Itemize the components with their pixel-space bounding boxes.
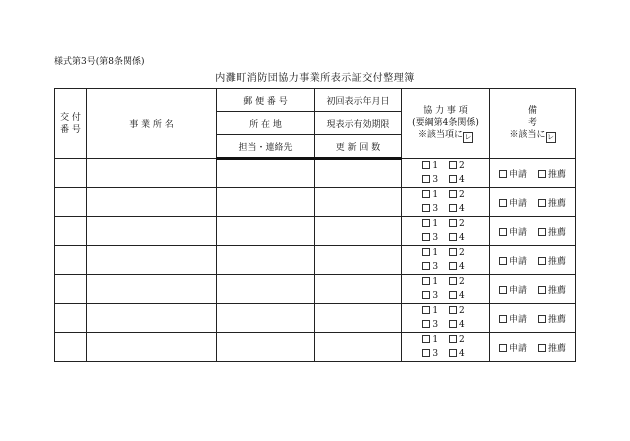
- checkbox-icon: [449, 349, 457, 357]
- cell-dates[interactable]: [315, 333, 402, 362]
- checkbox-icon: [422, 190, 430, 198]
- checkbox-icon: [499, 344, 507, 352]
- header-validity: 現表示有効期限: [315, 112, 402, 135]
- recommend-option[interactable]: 推薦: [538, 196, 566, 209]
- register-table: [54, 88, 576, 362]
- coop-option-2[interactable]: 2: [449, 335, 465, 345]
- coop-option-3[interactable]: 3: [422, 175, 438, 185]
- coop-option-4[interactable]: 4: [449, 320, 465, 330]
- recommend-option[interactable]: 推薦: [538, 167, 566, 180]
- checkbox-icon: [422, 233, 430, 241]
- cell-zip-address-contact[interactable]: [217, 304, 315, 333]
- cell-issue-number[interactable]: [55, 304, 87, 333]
- coop-option-1[interactable]: 1: [422, 219, 438, 229]
- coop-option-4[interactable]: 4: [449, 262, 465, 272]
- cell-issue-number[interactable]: [55, 217, 87, 246]
- page-title: 内灘町消防団協力事業所表示証交付整理簿: [215, 73, 415, 84]
- coop-option-4[interactable]: 4: [449, 349, 465, 359]
- check-mark-icon: レ: [547, 132, 554, 141]
- table-row: [55, 246, 576, 261]
- header-cooperation-items: 協 力 事 項 (要綱第4条関係) ※該当項に レ: [402, 89, 490, 159]
- checkbox-icon: [449, 161, 457, 169]
- cell-issue-number[interactable]: [55, 275, 87, 304]
- cell-coop-top: [402, 217, 490, 232]
- checkbox-icon: [449, 277, 457, 285]
- checkbox-icon: [538, 344, 546, 352]
- coop-option-4[interactable]: 4: [449, 233, 465, 243]
- checkbox-icon: [422, 262, 430, 270]
- coop-option-4[interactable]: 4: [449, 175, 465, 185]
- header-contact: 担当・連絡先: [217, 135, 315, 159]
- coop-option-2[interactable]: 2: [449, 306, 465, 316]
- coop-option-1[interactable]: 1: [422, 190, 438, 200]
- recommend-option[interactable]: 推薦: [538, 341, 566, 354]
- checkbox-icon: [422, 219, 430, 227]
- cell-business-name[interactable]: [87, 333, 217, 362]
- checkbox-icon: [422, 175, 430, 183]
- checkbox-icon: [422, 320, 430, 328]
- cell-coop-bottom: [402, 318, 490, 333]
- cell-zip-address-contact[interactable]: [217, 246, 315, 275]
- checkbox-icon: [449, 219, 457, 227]
- checkbox-icon: [499, 199, 507, 207]
- cell-dates[interactable]: [315, 217, 402, 246]
- checkbox-icon: [449, 291, 457, 299]
- checkbox-icon: [538, 315, 546, 323]
- checkbox-icon: [538, 257, 546, 265]
- coop-option-3[interactable]: 3: [422, 233, 438, 243]
- table-row: [55, 188, 576, 203]
- cell-dates[interactable]: [315, 188, 402, 217]
- coop-option-1[interactable]: 1: [422, 335, 438, 345]
- cell-coop-bottom: [402, 289, 490, 304]
- cell-coop-top: [402, 159, 490, 174]
- checkbox-icon: [449, 320, 457, 328]
- cell-remarks: [490, 188, 576, 217]
- cell-issue-number[interactable]: [55, 159, 87, 188]
- table-row: [55, 304, 576, 319]
- cell-coop-bottom: [402, 173, 490, 188]
- apply-option[interactable]: 申請: [499, 196, 527, 209]
- recommend-option[interactable]: 推薦: [538, 225, 566, 238]
- checkbox-icon: [449, 233, 457, 241]
- header-remarks: 備 考 ※該当に レ: [490, 89, 576, 159]
- register-body: [55, 89, 576, 362]
- cell-dates[interactable]: [315, 304, 402, 333]
- header-first-display-date: 初回表示年月日: [315, 89, 402, 112]
- recommend-option[interactable]: 推薦: [538, 312, 566, 325]
- checkbox-icon: [499, 170, 507, 178]
- checkbox-icon: [499, 286, 507, 294]
- cell-remarks: [490, 159, 576, 188]
- checkbox-icon: [449, 190, 457, 198]
- checkbox-icon: [449, 248, 457, 256]
- coop-option-2[interactable]: 2: [449, 161, 465, 171]
- cell-business-name[interactable]: [87, 159, 217, 188]
- recommend-option[interactable]: 推薦: [538, 283, 566, 296]
- checkbox-icon: [538, 228, 546, 236]
- table-row: [55, 217, 576, 232]
- table-row: [55, 275, 576, 290]
- checkbox-icon: [422, 306, 430, 314]
- checkbox-icon: [449, 335, 457, 343]
- table-row: [55, 159, 576, 174]
- cell-business-name[interactable]: [87, 217, 217, 246]
- checkbox-icon: [422, 277, 430, 285]
- cell-business-name[interactable]: [87, 246, 217, 275]
- check-mark-icon: レ: [464, 132, 472, 141]
- checkbox-icon: [499, 228, 507, 236]
- apply-option[interactable]: 申請: [499, 312, 527, 325]
- cell-business-name[interactable]: [87, 188, 217, 217]
- checkbox-icon: [449, 204, 457, 212]
- header-issue-number: 交 付 番 号: [55, 89, 87, 159]
- cell-business-name[interactable]: [87, 275, 217, 304]
- coop-option-4[interactable]: 4: [449, 204, 465, 214]
- cell-remarks: [490, 275, 576, 304]
- header-zip-code: 郵 便 番 号: [217, 89, 315, 112]
- checkbox-icon: [538, 286, 546, 294]
- cell-business-name[interactable]: [87, 304, 217, 333]
- cell-coop-top: [402, 188, 490, 203]
- checkbox-icon: [449, 175, 457, 183]
- cell-issue-number[interactable]: [55, 246, 87, 275]
- cell-coop-top: [402, 275, 490, 290]
- checkbox-icon: [422, 248, 430, 256]
- cell-coop-top: [402, 246, 490, 261]
- coop-option-1[interactable]: 1: [422, 277, 438, 287]
- checkbox-icon: [538, 199, 546, 207]
- checkbox-icon: [422, 161, 430, 169]
- cell-dates[interactable]: [315, 246, 402, 275]
- checkbox-icon: [422, 204, 430, 212]
- coop-option-1[interactable]: 1: [422, 306, 438, 316]
- cell-remarks: [490, 217, 576, 246]
- coop-option-2[interactable]: 2: [449, 277, 465, 287]
- coop-option-3[interactable]: 3: [422, 204, 438, 214]
- apply-option[interactable]: 申請: [499, 225, 527, 238]
- checkbox-icon: [449, 306, 457, 314]
- cell-coop-bottom: [402, 260, 490, 275]
- header-renewal-count: 更 新 回 数: [315, 135, 402, 159]
- recommend-option[interactable]: 推薦: [538, 254, 566, 267]
- coop-option-3[interactable]: 3: [422, 349, 438, 359]
- checkbox-icon: [422, 291, 430, 299]
- cell-remarks: [490, 246, 576, 275]
- cell-coop-bottom: [402, 347, 490, 362]
- coop-option-3[interactable]: 3: [422, 291, 438, 301]
- checkbox-icon: [538, 170, 546, 178]
- cell-dates[interactable]: [315, 275, 402, 304]
- coop-option-2[interactable]: 2: [449, 219, 465, 229]
- cell-issue-number[interactable]: [55, 333, 87, 362]
- apply-option[interactable]: 申請: [499, 341, 527, 354]
- form-number: 様式第3号(第8条関係): [54, 57, 145, 67]
- apply-option[interactable]: 申請: [499, 167, 527, 180]
- checkbox-icon: [422, 335, 430, 343]
- header-business-name: 事 業 所 名: [87, 89, 217, 159]
- checkbox-icon: [499, 257, 507, 265]
- cell-remarks: [490, 333, 576, 362]
- cell-dates[interactable]: [315, 159, 402, 188]
- cell-zip-address-contact[interactable]: [217, 275, 315, 304]
- coop-option-2[interactable]: 2: [449, 248, 465, 258]
- checkbox-icon: [422, 349, 430, 357]
- header-address: 所 在 地: [217, 112, 315, 135]
- cell-coop-bottom: [402, 231, 490, 246]
- coop-option-4[interactable]: 4: [449, 291, 465, 301]
- coop-option-2[interactable]: 2: [449, 190, 465, 200]
- cell-zip-address-contact[interactable]: [217, 217, 315, 246]
- coop-option-3[interactable]: 3: [422, 262, 438, 272]
- apply-option[interactable]: 申請: [499, 254, 527, 267]
- cell-zip-address-contact[interactable]: [217, 333, 315, 362]
- checkbox-icon: [499, 315, 507, 323]
- cell-remarks: [490, 304, 576, 333]
- cell-zip-address-contact[interactable]: [217, 159, 315, 188]
- cell-coop-top: [402, 333, 490, 348]
- checkbox-icon: [449, 262, 457, 270]
- cell-coop-top: [402, 304, 490, 319]
- cell-issue-number[interactable]: [55, 188, 87, 217]
- table-row: [55, 333, 576, 348]
- cell-zip-address-contact[interactable]: [217, 188, 315, 217]
- coop-option-1[interactable]: 1: [422, 248, 438, 258]
- apply-option[interactable]: 申請: [499, 283, 527, 296]
- coop-option-3[interactable]: 3: [422, 320, 438, 330]
- coop-option-1[interactable]: 1: [422, 161, 438, 171]
- cell-coop-bottom: [402, 202, 490, 217]
